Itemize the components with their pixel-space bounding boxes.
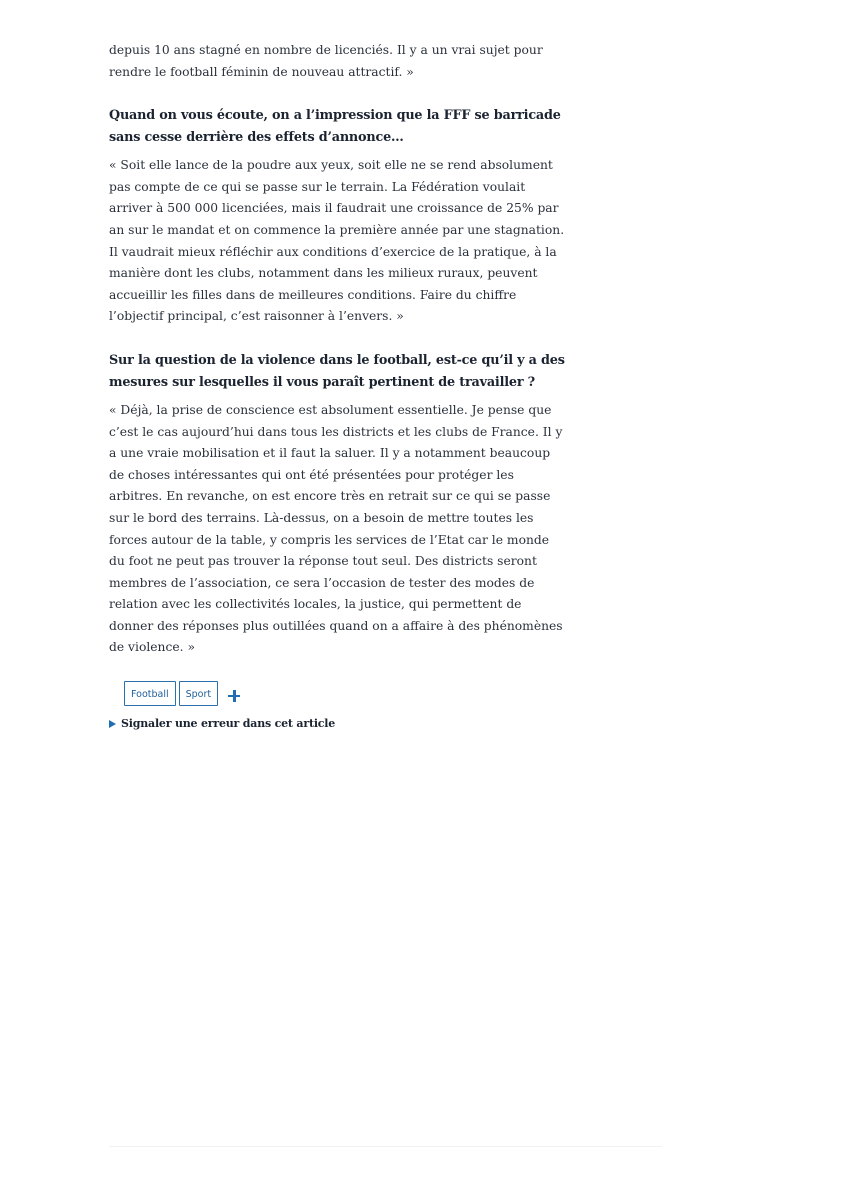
- report-error-label: Signaler une erreur dans cet article: [121, 717, 336, 731]
- intro-paragraph: depuis 10 ans stagné en nombre de licenciés. Il y a un vrai sujet pour rendre le football féminin de nouveau attractif. »: [109, 43, 543, 79]
- triangle-right-icon: [109, 720, 116, 728]
- tag-list: [124, 681, 565, 706]
- interview-answer-2: « Déjà, la prise de conscience est absolument essentielle. Je pense que c’est le cas aujourd’hui dans tous les districts et les clubs de France. Il y a une vraie mobilisation et il faut la saluer. Il y a notamment beaucoup de choses intéressantes qui ont été présentées pour protéger les arbitres. En revanche, on est encore très en retrait sur ce qui se passe sur le bord des terrains. Là-dessus, on a besoin de mettre toutes les forces autour de la table, y compris les services de l’Etat car le monde du foot ne peut pas trouver la réponse tout seul. Des districts seront membres de l’association, ce sera l’occasion de tester des modes de relation avec les collectivités locales, la justice, qui permettent de donner des réponses plus outillées quand on a affaire à des phénomènes de violence. »: [109, 402, 563, 655]
- tag-sport[interactable]: Sport: [179, 681, 219, 706]
- interview-question-2: Sur la question de la violence dans le football, est-ce qu’il y a des mesures sur lesquelles il vous paraît pertinent de travailler ?: [109, 352, 565, 390]
- article-body: [109, 40, 565, 730]
- plus-icon[interactable]: [228, 690, 240, 702]
- footer-divider: [109, 1146, 662, 1147]
- tag-football[interactable]: Football: [124, 681, 176, 706]
- interview-answer-1: « Soit elle lance de la poudre aux yeux, soit elle ne se rend absolument pas compte de ce qui se passe sur le terrain. La Fédération voulait arriver à 500 000 licenciées, mais il faudrait une croissance de 25% par an sur le mandat et on commence la première année par une stagnation. Il vaudrait mieux réfléchir aux conditions d’exercice de la pratique, à la manière dont les clubs, notamment dans les milieux ruraux, peuvent accueillir les filles dans de meilleures conditions. Faire du chiffre l’objectif principal, c’est raisonner à l’envers. »: [109, 158, 565, 324]
- report-error-link[interactable]: [109, 717, 565, 730]
- interview-question-1: Quand on vous écoute, on a l’impression que la FFF se barricade sans cesse derrière des effets d’annonce…: [109, 108, 561, 146]
